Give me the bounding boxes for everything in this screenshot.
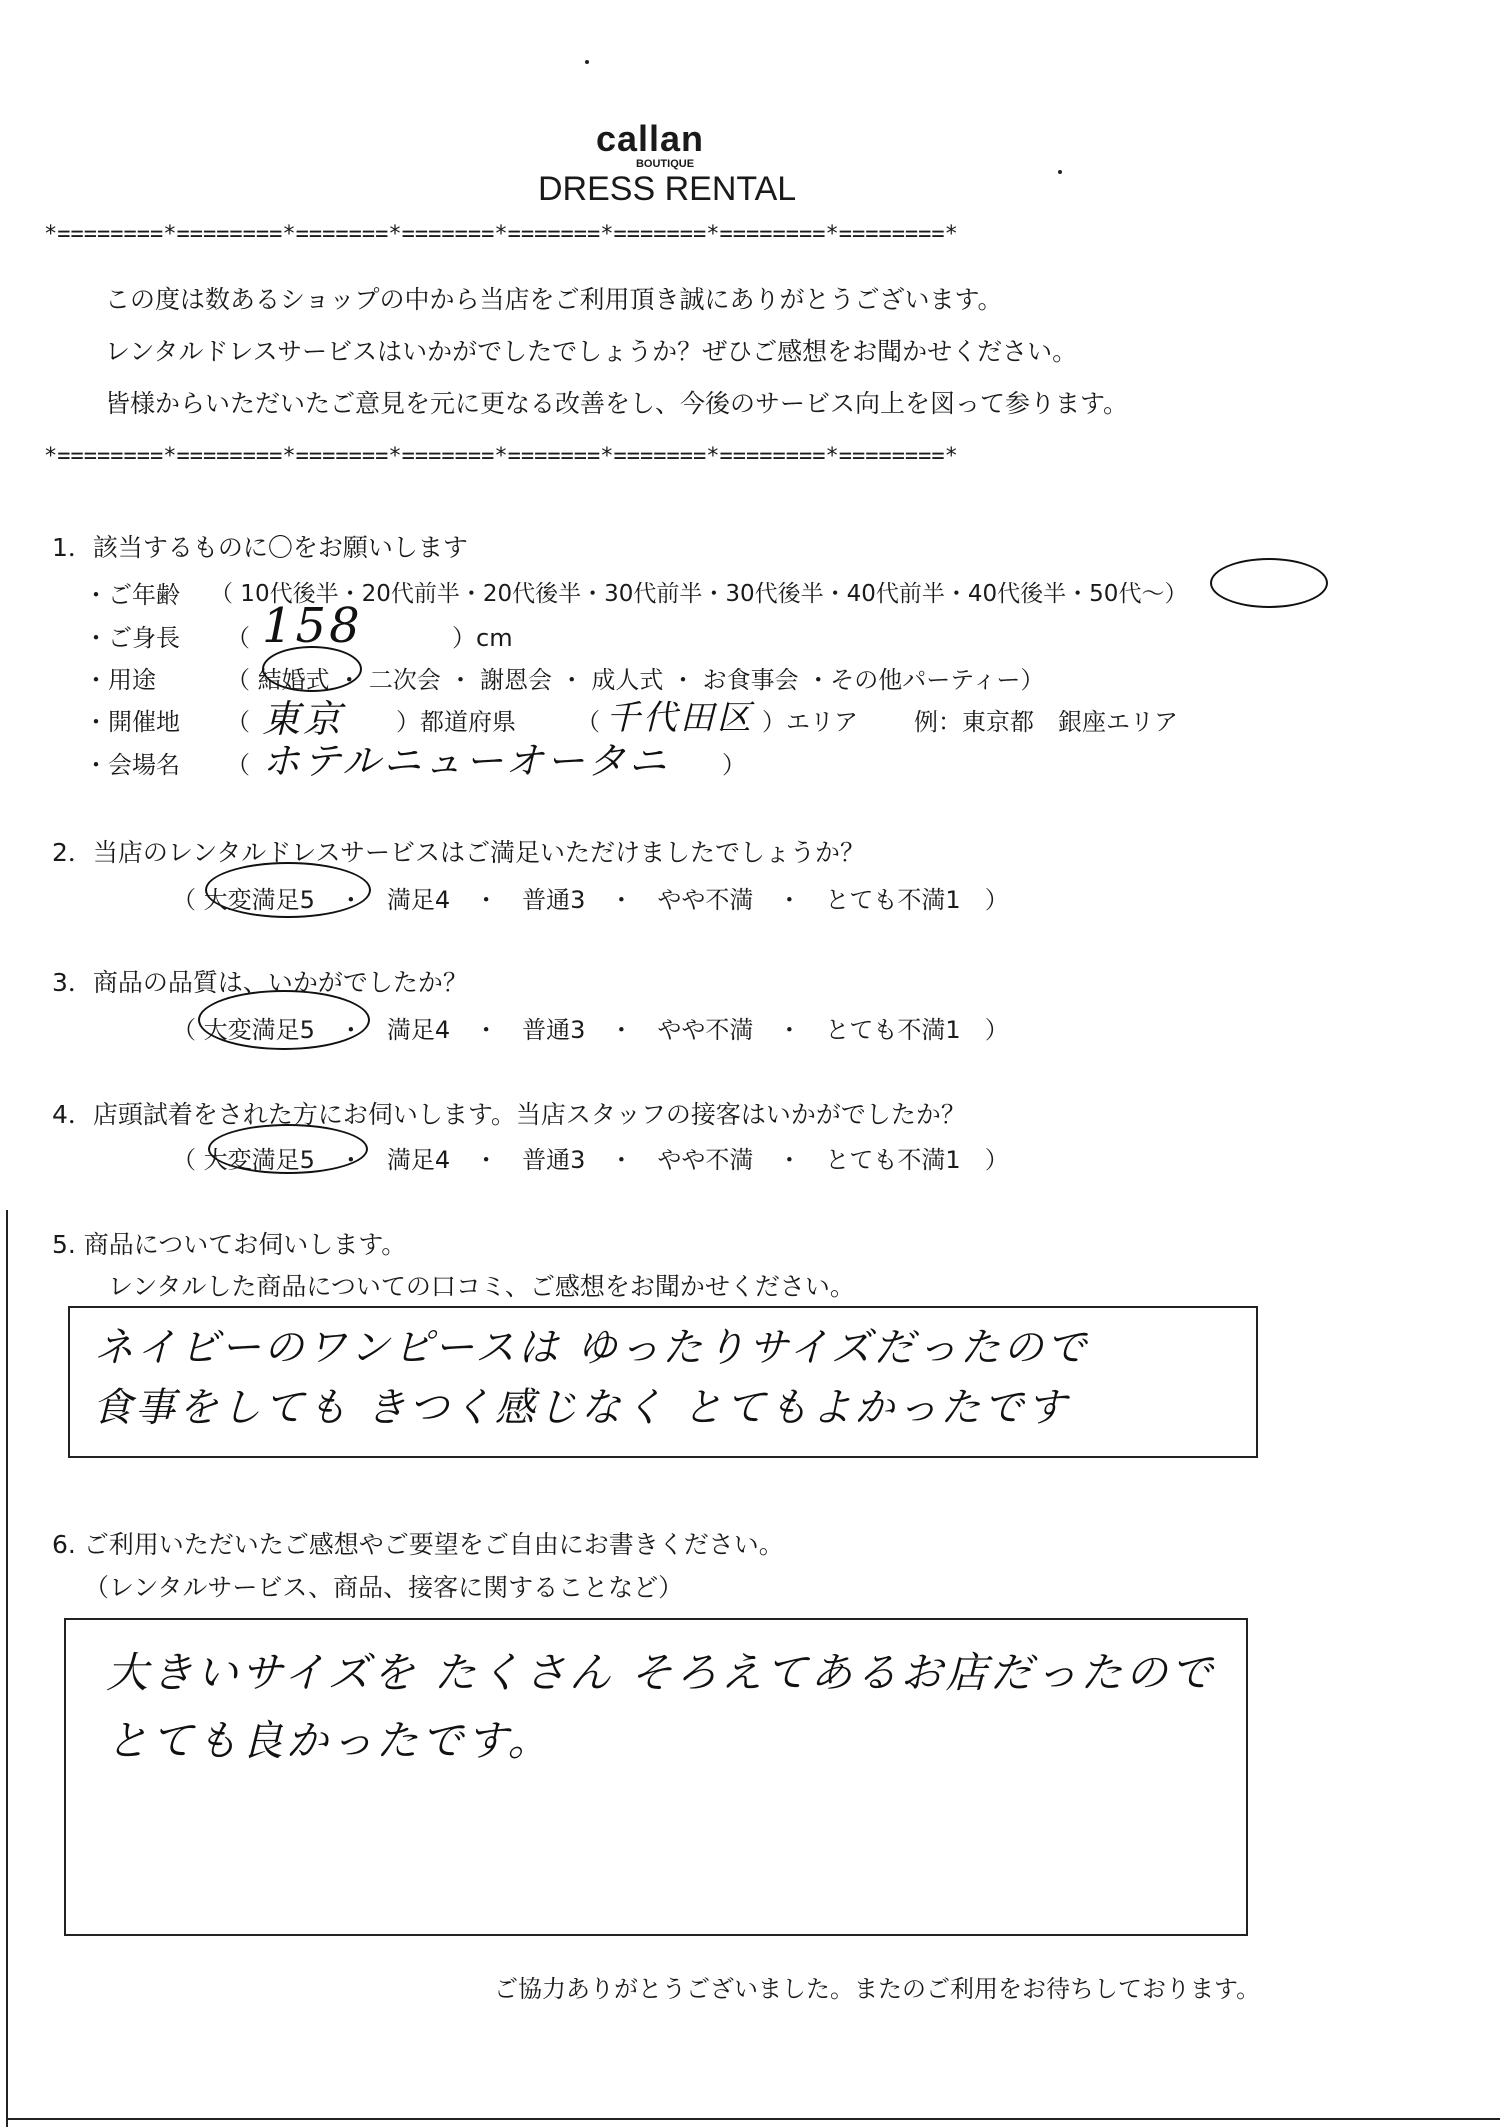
venue-area-label: ・開催地: [84, 708, 180, 736]
intro-line-2: レンタルドレスサービスはいかがでしたでしょうか？ぜひご感想をお聞かせください。: [105, 337, 1078, 366]
q5-title: 5. 商品についてお伺いします。: [52, 1230, 407, 1259]
venue-handwritten-value: ホテルニューオータニ: [262, 739, 670, 783]
q6-title: 6. ご利用いただいたご感想やご要望をご自由にお書きください。: [52, 1530, 784, 1559]
bottom-border-line: [6, 2118, 1500, 2120]
q4-title: 4．店頭試着をされた方にお伺いします。当店スタッフの接客はいかがでしたか？: [52, 1100, 966, 1129]
venue-label: ・会場名: [84, 751, 180, 779]
q6-answer-line-2: とても良かったです。: [106, 1716, 553, 1765]
q2-title: 2．当店のレンタルドレスサービスはご満足いただけましたでしょうか？: [52, 838, 866, 867]
brand-logo: callan: [595, 118, 705, 159]
scan-speck: [1058, 170, 1062, 174]
pref-open-paren: （: [226, 708, 250, 736]
q5-answer-line-1: ネイビーのワンピースは ゆったりサイズだったので: [94, 1325, 1090, 1371]
second-divider: *========*========*=======*=======*=======*=======*========*========*: [44, 444, 958, 469]
footer-thanks: ご協力ありがとうございました。またのご利用をお待ちしております。: [494, 1975, 1261, 2003]
pref-close-paren: ）都道府県: [396, 708, 516, 736]
top-divider: *========*========*=======*=======*=======*=======*========*========*: [44, 222, 958, 247]
selected-circle-q2: [205, 862, 371, 918]
q3-title: 3．商品の品質は、いかがでしたか？: [52, 968, 468, 997]
scan-speck: [585, 60, 589, 64]
height-handwritten-value: 158: [262, 598, 363, 654]
age-label: ・ご年齢: [84, 581, 180, 609]
age-options: （ 10代後半・20代前半・20代後半・30代前半・30代後半・40代前半・40代後半・50代～）: [210, 581, 1188, 607]
venue-open-paren: （: [226, 751, 250, 779]
brand-subtitle: BOUTIQUE: [635, 158, 695, 170]
q6-subtitle: （レンタルサービス、商品、接客に関することなど）: [84, 1573, 684, 1602]
use-options: （ 結婚式 ・ 二次会 ・ 謝恩会 ・ 成人式 ・ お食事会 ・その他パーティー）: [226, 666, 1045, 694]
left-border-line: [6, 1210, 8, 2127]
brand-title: DRESS RENTAL: [538, 170, 797, 208]
height-open-paren: （: [226, 624, 250, 652]
q1-title: 1．該当するものに〇をお願いします: [52, 533, 468, 562]
selected-circle-q3: [198, 990, 370, 1050]
height-label: ・ご身長: [84, 624, 180, 652]
q5-subtitle: レンタルした商品についての口コミ、ご感想をお聞かせください。: [108, 1272, 855, 1301]
area-close-paren: ）エリア: [762, 708, 858, 736]
pref-handwritten-value: 東京: [262, 697, 345, 741]
intro-line-3: 皆様からいただいたご意見を元に更なる改善をし、今後のサービス向上を図って参ります。: [105, 389, 1129, 418]
selected-circle-q4: [208, 1124, 368, 1174]
q3-options: （ 大変満足5 ・ 満足4 ・ 普通3 ・ やや不満 ・ とても不満1 ）: [172, 1016, 1009, 1044]
area-open-paren: （: [576, 708, 600, 736]
q6-answer-box: [64, 1618, 1248, 1936]
intro-line-1: この度は数あるショップの中から当店をご利用頂き誠にありがとうございます。: [105, 285, 1003, 314]
q4-options: （ 大変満足5 ・ 満足4 ・ 普通3 ・ やや不満 ・ とても不満1 ）: [172, 1146, 1009, 1174]
q5-answer-line-2: 食事をしても きつく感じなく とてもよかったです: [92, 1385, 1070, 1431]
q5-answer-box: [68, 1306, 1258, 1458]
height-close-paren: ）cm: [452, 624, 513, 652]
venue-close-paren: ）: [722, 751, 746, 779]
example-text: 例：東京都 銀座エリア: [914, 708, 1178, 736]
selected-circle-use: [262, 646, 362, 692]
use-label: ・用途: [84, 666, 156, 694]
q6-answer-line-1: 大きいサイズを たくさん そろえてあるお店だったので: [106, 1648, 1216, 1697]
selected-circle-age: [1210, 558, 1328, 608]
area-handwritten-value: 千代田区: [606, 698, 754, 738]
q2-options: （ 大変満足5 ・ 満足4 ・ 普通3 ・ やや不満 ・ とても不満1 ）: [172, 886, 1009, 914]
